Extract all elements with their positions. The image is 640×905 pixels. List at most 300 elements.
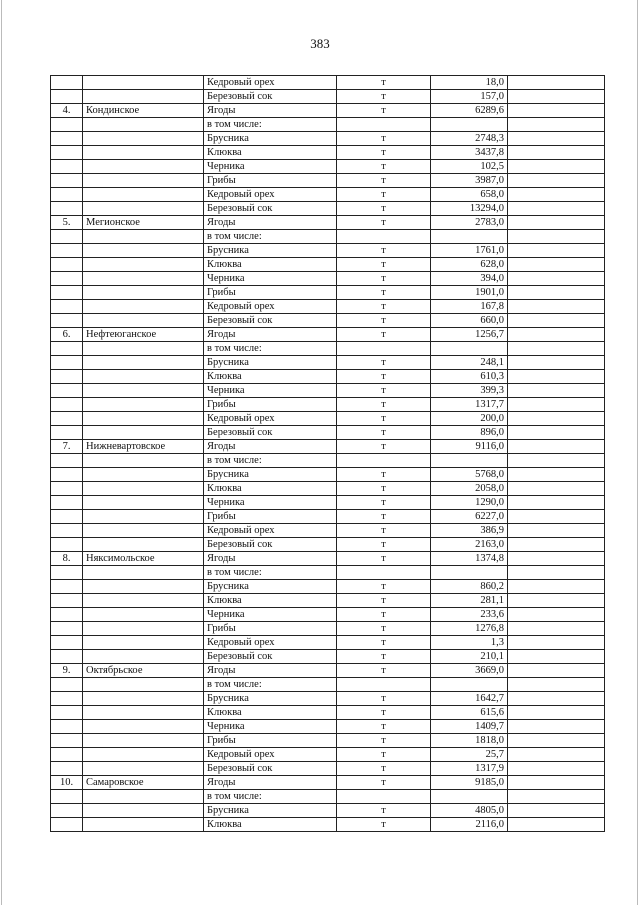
district-cell [83,636,204,650]
district-cell [83,384,204,398]
unit-cell: т [337,580,431,594]
row-number-cell [51,650,83,664]
volume-cell: 4805,0 [431,804,508,818]
product-cell: Березовый сок [204,202,337,216]
note-cell [508,412,605,426]
table-row [51,104,605,118]
note-cell [508,286,605,300]
row-number-cell [51,692,83,706]
row-number-cell [51,300,83,314]
unit-cell: т [337,412,431,426]
product-cell: Черника [204,720,337,734]
note-cell [508,496,605,510]
product-cell: Черника [204,160,337,174]
product-cell: Клюква [204,706,337,720]
note-cell [508,384,605,398]
note-cell [508,132,605,146]
note-cell [508,776,605,790]
note-cell [508,76,605,90]
unit-cell: т [337,216,431,230]
table-row [51,552,605,566]
product-cell: Клюква [204,482,337,496]
note-cell [508,636,605,650]
district-cell [83,762,204,776]
note-cell [508,90,605,104]
unit-cell: т [337,90,431,104]
volume-cell: 660,0 [431,314,508,328]
row-number-cell: 10. [51,776,83,790]
row-number-cell [51,370,83,384]
product-cell: Клюква [204,818,337,832]
district-cell [83,538,204,552]
unit-cell: т [337,174,431,188]
table-row [51,720,605,734]
row-number-cell [51,482,83,496]
unit-cell [337,342,431,356]
table-row [51,118,605,132]
note-cell [508,216,605,230]
unit-cell: т [337,440,431,454]
district-cell [83,594,204,608]
product-cell: Черника [204,272,337,286]
table-row [51,216,605,230]
table-row [51,804,605,818]
table-row [51,258,605,272]
table-row [51,132,605,146]
district-cell: Октябрьское [83,664,204,678]
product-cell: Клюква [204,146,337,160]
page-number: 383 [310,36,330,51]
district-cell [83,496,204,510]
note-cell [508,440,605,454]
table-row [51,286,605,300]
note-cell [508,482,605,496]
row-number-cell [51,580,83,594]
product-cell: Клюква [204,370,337,384]
row-number-cell [51,230,83,244]
district-cell [83,706,204,720]
district-cell [83,118,204,132]
note-cell [508,552,605,566]
volume-cell: 1409,7 [431,720,508,734]
district-cell [83,398,204,412]
note-cell [508,622,605,636]
volume-cell: 281,1 [431,594,508,608]
note-cell [508,398,605,412]
unit-cell [337,118,431,132]
district-cell [83,650,204,664]
note-cell [508,566,605,580]
table-row [51,342,605,356]
volume-cell: 2116,0 [431,818,508,832]
table-row [51,748,605,762]
district-cell [83,482,204,496]
table-row [51,664,605,678]
unit-cell: т [337,804,431,818]
note-cell [508,790,605,804]
table-row [51,412,605,426]
product-cell: Березовый сок [204,650,337,664]
district-cell [83,174,204,188]
row-number-cell [51,76,83,90]
volume-cell: 157,0 [431,90,508,104]
row-number-cell [51,188,83,202]
table-row [51,356,605,370]
unit-cell: т [337,748,431,762]
volume-cell: 1317,7 [431,398,508,412]
district-cell [83,608,204,622]
district-cell [83,510,204,524]
table-row [51,734,605,748]
row-number-cell [51,398,83,412]
note-cell [508,748,605,762]
unit-cell: т [337,370,431,384]
scan-edge-right [637,0,638,905]
volume-cell: 2163,0 [431,538,508,552]
volume-cell: 1761,0 [431,244,508,258]
district-cell: Няксимольское [83,552,204,566]
table-row [51,174,605,188]
volume-cell [431,790,508,804]
note-cell [508,734,605,748]
unit-cell: т [337,692,431,706]
note-cell [508,720,605,734]
table-row [51,384,605,398]
volume-cell: 9185,0 [431,776,508,790]
product-cell: в том числе: [204,454,337,468]
district-cell [83,356,204,370]
row-number-cell [51,174,83,188]
table-row [51,608,605,622]
volume-cell [431,342,508,356]
product-cell: Березовый сок [204,762,337,776]
row-number-cell [51,622,83,636]
volume-cell: 18,0 [431,76,508,90]
unit-cell: т [337,762,431,776]
volume-cell: 615,6 [431,706,508,720]
volume-cell: 6289,6 [431,104,508,118]
table-row [51,454,605,468]
row-number-cell: 6. [51,328,83,342]
unit-cell [337,454,431,468]
unit-cell: т [337,328,431,342]
table-row [51,146,605,160]
product-cell: Кедровый орех [204,300,337,314]
note-cell [508,524,605,538]
product-cell: в том числе: [204,342,337,356]
unit-cell: т [337,818,431,832]
volume-cell: 5768,0 [431,468,508,482]
product-cell: в том числе: [204,566,337,580]
volume-cell [431,454,508,468]
district-cell [83,160,204,174]
note-cell [508,118,605,132]
row-number-cell [51,636,83,650]
row-number-cell: 7. [51,440,83,454]
district-cell [83,748,204,762]
note-cell [508,706,605,720]
district-cell [83,454,204,468]
note-cell [508,664,605,678]
volume-cell: 210,1 [431,650,508,664]
district-cell [83,342,204,356]
volume-cell: 896,0 [431,426,508,440]
table-row [51,678,605,692]
note-cell [508,538,605,552]
row-number-cell: 5. [51,216,83,230]
district-cell [83,818,204,832]
note-cell [508,678,605,692]
unit-cell: т [337,538,431,552]
unit-cell: т [337,258,431,272]
product-cell: Брусника [204,692,337,706]
table-row [51,398,605,412]
district-cell [83,566,204,580]
row-number-cell [51,804,83,818]
row-number-cell [51,510,83,524]
product-cell: в том числе: [204,118,337,132]
unit-cell [337,678,431,692]
volume-cell: 2058,0 [431,482,508,496]
product-cell: Клюква [204,594,337,608]
note-cell [508,762,605,776]
unit-cell: т [337,552,431,566]
unit-cell: т [337,510,431,524]
table-body [51,76,605,832]
note-cell [508,594,605,608]
note-cell [508,510,605,524]
unit-cell: т [337,160,431,174]
district-cell: Мегионское [83,216,204,230]
unit-cell: т [337,706,431,720]
row-number-cell [51,496,83,510]
district-cell [83,244,204,258]
table-row [51,76,605,90]
volume-cell: 610,3 [431,370,508,384]
table-row [51,272,605,286]
row-number-cell [51,244,83,258]
volume-cell: 248,1 [431,356,508,370]
volume-cell [431,678,508,692]
table-row [51,496,605,510]
row-number-cell [51,678,83,692]
district-cell [83,286,204,300]
district-cell [83,426,204,440]
product-cell: Ягоды [204,440,337,454]
unit-cell: т [337,146,431,160]
volume-cell: 3987,0 [431,174,508,188]
volume-cell [431,230,508,244]
row-number-cell [51,342,83,356]
district-cell [83,202,204,216]
row-number-cell [51,90,83,104]
scan-edge-left [1,0,2,905]
row-number-cell [51,314,83,328]
product-cell: Березовый сок [204,90,337,104]
row-number-cell [51,132,83,146]
note-cell [508,650,605,664]
row-number-cell [51,790,83,804]
product-cell: Черника [204,608,337,622]
unit-cell: т [337,608,431,622]
row-number-cell [51,594,83,608]
product-cell: Кедровый орех [204,748,337,762]
district-cell [83,790,204,804]
note-cell [508,608,605,622]
product-cell: Березовый сок [204,426,337,440]
unit-cell: т [337,636,431,650]
district-cell [83,412,204,426]
unit-cell: т [337,776,431,790]
table-row [51,188,605,202]
table-row [51,300,605,314]
table-row [51,468,605,482]
district-cell [83,314,204,328]
note-cell [508,692,605,706]
volume-cell: 628,0 [431,258,508,272]
table-row [51,524,605,538]
volume-cell: 1818,0 [431,734,508,748]
row-number-cell [51,468,83,482]
table-row [51,566,605,580]
volume-cell: 399,3 [431,384,508,398]
note-cell [508,160,605,174]
note-cell [508,188,605,202]
unit-cell: т [337,286,431,300]
volume-cell: 2748,3 [431,132,508,146]
row-number-cell [51,286,83,300]
district-cell [83,230,204,244]
table-row [51,328,605,342]
table-row [51,650,605,664]
product-cell: Клюква [204,258,337,272]
table-row [51,818,605,832]
district-cell [83,272,204,286]
product-cell: Березовый сок [204,314,337,328]
district-cell [83,580,204,594]
table-row [51,594,605,608]
product-cell: Черника [204,384,337,398]
volume-cell [431,118,508,132]
product-cell: Грибы [204,622,337,636]
note-cell [508,202,605,216]
unit-cell: т [337,524,431,538]
district-cell [83,90,204,104]
row-number-cell [51,734,83,748]
note-cell [508,314,605,328]
product-cell: Кедровый орех [204,76,337,90]
row-number-cell: 4. [51,104,83,118]
unit-cell: т [337,734,431,748]
volume-cell: 3437,8 [431,146,508,160]
unit-cell: т [337,664,431,678]
note-cell [508,328,605,342]
product-cell: в том числе: [204,230,337,244]
product-cell: Брусника [204,468,337,482]
note-cell [508,146,605,160]
district-cell [83,370,204,384]
volume-cell: 1276,8 [431,622,508,636]
volume-cell: 102,5 [431,160,508,174]
volume-cell: 9116,0 [431,440,508,454]
product-cell: Грибы [204,398,337,412]
product-cell: в том числе: [204,790,337,804]
district-cell [83,804,204,818]
product-cell: Грибы [204,286,337,300]
volume-cell: 1317,9 [431,762,508,776]
table-row [51,160,605,174]
unit-cell: т [337,720,431,734]
product-cell: Кедровый орех [204,412,337,426]
note-cell [508,104,605,118]
row-number-cell [51,356,83,370]
row-number-cell [51,748,83,762]
row-number-cell [51,412,83,426]
product-cell: Ягоды [204,104,337,118]
note-cell [508,230,605,244]
district-cell [83,146,204,160]
product-cell: Брусника [204,804,337,818]
row-number-cell [51,608,83,622]
unit-cell: т [337,76,431,90]
row-number-cell [51,258,83,272]
product-cell: Березовый сок [204,538,337,552]
district-cell [83,678,204,692]
unit-cell: т [337,272,431,286]
row-number-cell [51,272,83,286]
product-cell: Кедровый орех [204,188,337,202]
district-cell [83,622,204,636]
product-cell: Кедровый орех [204,636,337,650]
district-cell [83,300,204,314]
unit-cell: т [337,104,431,118]
volume-cell: 860,2 [431,580,508,594]
volume-cell: 167,8 [431,300,508,314]
unit-cell: т [337,202,431,216]
volume-cell: 1374,8 [431,552,508,566]
row-number-cell: 9. [51,664,83,678]
unit-cell: т [337,622,431,636]
district-cell [83,468,204,482]
district-cell [83,692,204,706]
table-row [51,790,605,804]
row-number-cell [51,538,83,552]
product-cell: Кедровый орех [204,524,337,538]
volume-cell [431,566,508,580]
note-cell [508,818,605,832]
note-cell [508,258,605,272]
volume-cell: 1,3 [431,636,508,650]
district-cell [83,734,204,748]
product-cell: Ягоды [204,328,337,342]
volume-cell: 13294,0 [431,202,508,216]
district-cell [83,188,204,202]
table-row [51,776,605,790]
unit-cell [337,790,431,804]
note-cell [508,454,605,468]
product-cell: Брусника [204,356,337,370]
unit-cell: т [337,356,431,370]
table-row [51,580,605,594]
note-cell [508,174,605,188]
harvest-table [50,75,605,832]
volume-cell: 658,0 [431,188,508,202]
row-number-cell [51,818,83,832]
volume-cell: 1290,0 [431,496,508,510]
unit-cell: т [337,188,431,202]
row-number-cell: 8. [51,552,83,566]
unit-cell: т [337,650,431,664]
